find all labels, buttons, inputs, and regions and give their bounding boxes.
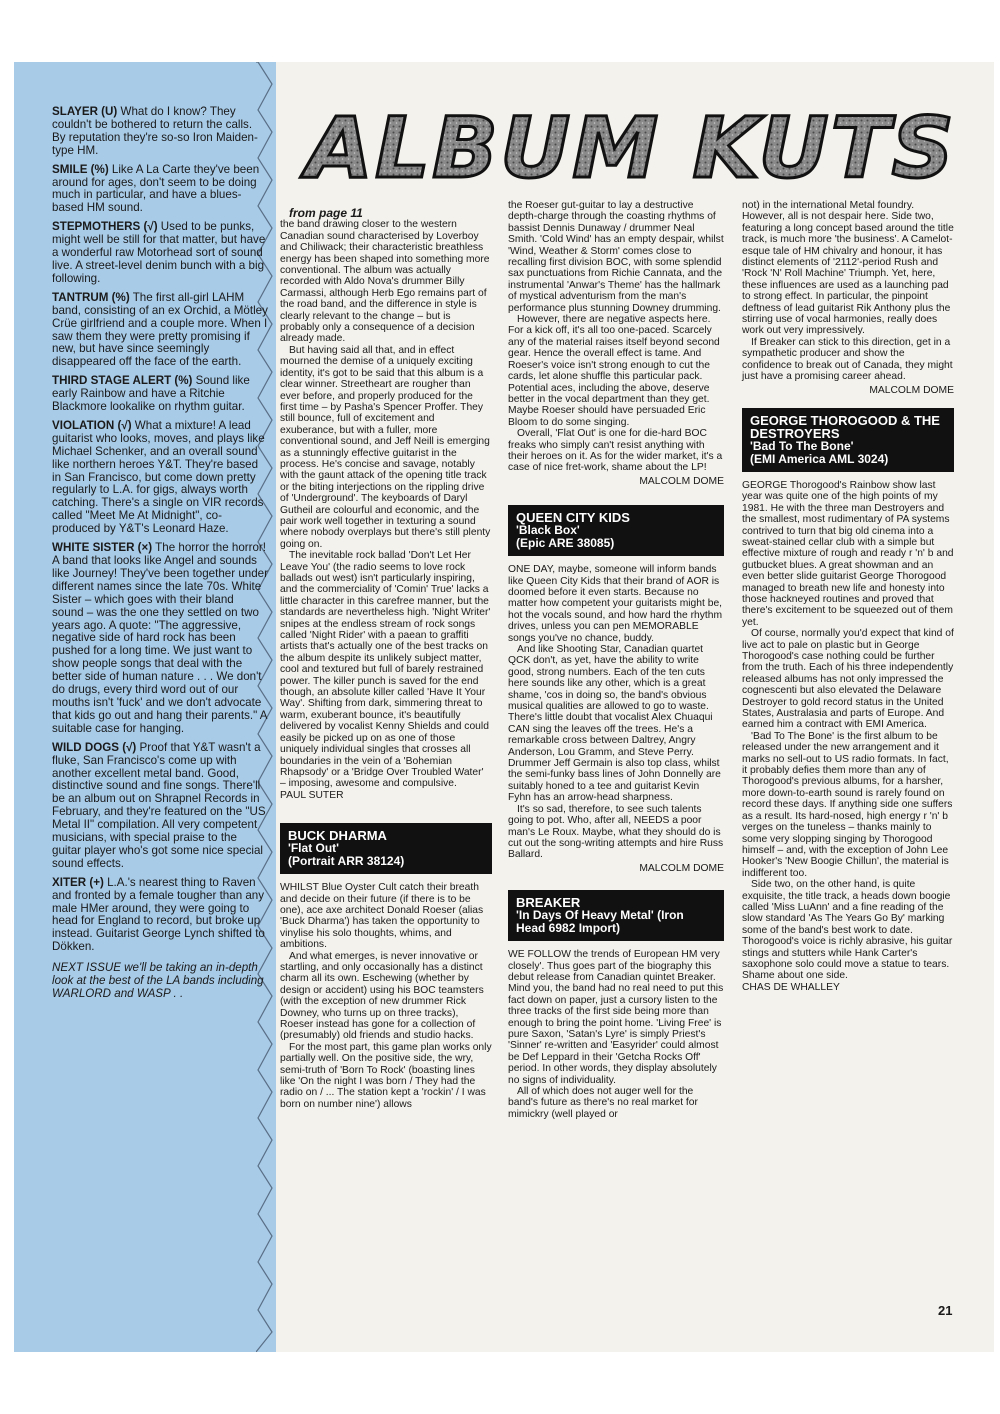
paragraph: GEORGE Thorogood's Rainbow show last year was quite one of the high points of my 1981. He with the three man Destroyers and the smallest, most rudimentary of PA systems contrived to turn that big old cinema into a sweat-stained cellar club with a simple but effective mixture of rough and ready r 'n' b and gutbucket blues. A great showman and an even better slide guitarist George Thorogood managed to breath new life and honesty into those hackneyed routines and proved that there's excitement to be squeezed out of them yet. <box>742 479 954 628</box>
sidebar-entry: WHITE SISTER (×) The horror the horror! A band that looks like Angel and sounds like Journey! They've been together under different names since the late 70s. White Sister – which goes with their bland sound – was the one they settled on two years ago. A quote: "The aggressive, negative side of hard rock has been pushed for a long time. We just want to show people songs that deal with the better side of human nature . . . We don't do drugs, every third word out of our mouths isn't 'fuck' and we don't advocate that kids go out and hang their parents." A suitable case for hanging. <box>52 541 268 735</box>
album-title: 'Black Box' <box>516 523 580 538</box>
artist-name: BUCK DHARMA <box>288 828 387 844</box>
paragraph: Overall, 'Flat Out' is one for die-hard BOC freaks who simply can't resist anything with their heroes on it. As for the wider market, it's a case of nice fret-work, shame about the LP! <box>508 428 723 474</box>
paragraph: It's so sad, therefore, to see such talents going to pot. Who, after all, NEEDS a poor man's Le Roux. Maybe, what they should do is cut out the song-writing attempts and hire Russ Ballard. <box>508 803 724 861</box>
album-title: 'Flat Out' <box>288 841 340 856</box>
paragraph: And what emerges, is never innovative or startling, and only occasionally has a distinct charm all its own. Eschewing (whether by design or accident) using his BOC teamsters (with the exception of new drummer Rick Downey, who turns up on three tracks), Roeser instead has gone for a collection of (presumably) old friends and studio hacks. <box>280 950 484 1042</box>
catalogue-number: Head 6982 Import) <box>516 921 621 936</box>
byline: MALCOLM DOME <box>639 475 724 487</box>
paragraph: However, there are negative aspects here. For a kick off, it's all too one-paced. Scarcely any of the material raises itself beyond second gear. Hence the overall effect is tame. And Roeser's voice isn't strong enough to cut the cards, let alone shuffle this particular pack. Potential aces, including the above, deserve better in the vocal department than they get. Maybe Roeser should have persuaded Eric Bloom to do some singing. <box>508 314 720 428</box>
review-header <box>508 890 724 941</box>
sidebar-entry: XITER (+) L.A.'s nearest thing to Raven and fronted by a female tougher than any male HMer around, they were going to head for England to record, but broke up instead. Guitarist George Lynch shifted to Dökken. <box>52 875 265 954</box>
paragraph: Of course, normally you'd expect that kind of live act to pale on plastic but in George Thorogood's case nothing could be further from the truth. Each of his three independently released albums has not only impressed the cognescenti but also elevated the Delaware Destroyer to gold record status in the United States, Australasia and parts of Europe. And earned him a contract with EMI America. <box>742 628 954 731</box>
paragraph: WHILST Blue Oyster Cult catch their breath and decide on their future (if there is to be one), ace axe architect Donald Roeser (alias 'Buck Dharma') has taken the opportunity to vinylise his solo thoughts, whims, and ambitions. <box>280 882 484 951</box>
album-kuts-title <box>296 95 966 195</box>
artist-name: QUEEN CITY KIDS <box>516 510 630 526</box>
sidebar-entry: SLAYER (U) What do I know? They couldn't be bothered to return the calls. By reputation they're so-so Iron Maiden-type HM. <box>52 105 258 157</box>
review-header <box>508 505 724 556</box>
paragraph: ONE DAY, maybe, someone will inform bands like Queen City Kids that their brand of AOR is doomed before it even starts. Because no matter how competent your guitarists might be, hot the vocals sound, and how hard the rhythm drives, unless you can pen MEMORABLE songs you've no chance, buddy. <box>508 564 723 644</box>
sidebar-entry: TANTRUM (%) The first all-girl LAHM band, consisting of an ex Orchid, a Mötley Crüe girlfriend and a couple more. When I saw them they were pretty promising if new, but have since seemingly disappeared off the face of the earth. <box>52 290 268 369</box>
paragraph: If Breaker can stick to this direction, get in a sympathetic producer and show the confidence to break out of Canada, they might just have a promising career ahead. <box>742 336 953 383</box>
paragraph: All of which does not auger well for the band's future as there's no real market for mimickry (well played or <box>508 1086 698 1120</box>
paragraph: 'Bad To The Bone' is the first album to be released under the new arrangement and it marks no sell-out to US radio formats. In fact, it probably defies them more than any of Thorogood's previous albums, for a harsher, more down-to-earth sound is rarely found on record these days. If anything side one suffers as a result. Its hard-nosed, high energy r 'n' b verges on the tuneless – thanks mainly to some very slopping singing by Thorogood himself – and, with the exception of John Lee Hooker's 'New Boogie Chillun', the material is indifferent too. <box>742 730 953 879</box>
paragraph: And like Shooting Star, Canadian quartet QCK don't, as yet, have the ability to write good, strong numbers. Each of the ten cuts here sounds like any other, which is a great shame, 'cos in doing so, the band's obvious musical qualities are allowed to go to waste. There's little doubt that vocalist Alex Chuaqui CAN sing the leaves off the trees. He's a remarkable cross between Daltrey, Angry Anderson, Lou Gramm, and Steve Perry. Drummer Jeff Germain is also top class, whilst the semi-funky bass lines of John Donnelly are suitably honed to a tee and guitarist Kevin Fyhn has an arrow-head sharpness. <box>508 644 721 804</box>
catalogue-number: (Portrait ARR 38124) <box>288 854 405 869</box>
column-1 <box>280 208 492 1110</box>
page-number: 21 <box>938 1303 953 1318</box>
sidebar-entry: VIOLATION (√) What a mixture! A lead guitarist who looks, moves, and plays like Michael Schenker, and an overall sound like northern heroes Y&T. They're based in San Francisco, but come down pretty regularly to L.A. for gigs, always worth catching. There's a single on VIR records called "Meet Me At Midnight", co-produced by Y&T's Leonard Haze. <box>52 418 265 536</box>
next-issue-note: NEXT ISSUE we'll be taking an in-depth look at the best of the LA bands including WARLORD and WASP . . <box>52 961 264 1000</box>
sidebar-entry: THIRD STAGE ALERT (%) Sound like early Rainbow and have a Ritchie Blackmore lookalike on rhythm guitar. <box>52 374 250 414</box>
column-3 <box>742 200 954 993</box>
paragraph: The inevitable rock ballad 'Don't Let Her Leave You' (the radio seems to love rock ballads out west) isn't particularly inspiring, and the commerciality of 'Comin' True' lacks a little character in this carefree manner, but the standards are nevertheless high. 'Night Writer' snipes at the endless stream of rock songs called 'Night Rider' with a paean to graffiti artists that's actually one of the best tracks on the album despite its unlikely subject matter, cool and textured but full of barely restrained power. The killer punch is saved for the end though, an absolute killer called 'Have It Your Way'. Shifting from dark, simmering threat to warm, exuberant bounce, it's beautifully delivered by vocalist Kenny Shields and could easily be picked up on as one of those uniquely individual singles that crosses all boundaries in the vein of a 'Bohemian Rhapsody' or a 'Bridge Over Troubled Water' – imposing, awesome and compulsive. <box>280 550 491 790</box>
artist-name: GEORGE THOROGOOD & THE <box>750 412 940 428</box>
byline: PAUL SUTER <box>280 789 344 801</box>
catalogue-number: (Epic ARE 38085) <box>516 536 615 551</box>
paragraph: WE FOLLOW the trends of European HM very closely'. Thus goes part of the biography this debut release from Canadian quintet Breaker. Mind you, the band had no real need to put this fact down on paper, just a cursory listen to the three tracks of the first side being more than enough to bring the point home. 'Living Free' is pure Saxon, 'Satan's Lyre' is simply Priest's 'Sinner' re-written and 'Easyrider' could almost be Def Leppard in their 'Getcha Rocks Off' period. In other words, they display absolutely no signs of individuality. <box>508 949 724 1086</box>
paragraph: Side two, on the other hand, is quite exquisite, the title track, a heads down boogie called 'Miss LuAnn' and a fine reading of the slow standard 'As The Years Go By' marking some of the band's best work to date. Thorogood's voice is richly abrasive, his guitar stings and stutters while Hank Carter's saxophone solo could move a statue to tears. Shame about one side. <box>742 879 953 982</box>
artist-name: BREAKER <box>516 895 581 911</box>
sidebar-entry: STEPMOTHERS (√) Used to be punks, might well be still for that matter, but have a wonderful raw Motorhead sort of sound live. A street-level denim bunch with a big following. <box>52 220 266 285</box>
paragraph: But having said all that, and in effect mourned the demise of a uniquely exciting identity, it's got to be said that this album is a clear winner. Streetheart are rougher than ever before, and properly produced for the first time – by Pasha's Spencer Proffer. They still bounce, full of excitement and exuberance, but with a fuller, more conventional sound, and Jeff Neill is emerging as a stunningly effective guitarist in the process. He's concise and savage, notably with the gaunt attack of the opening title track or the biting interjections on the rippling drive of 'Underground'. The keyboards of Daryl Gutheil are colourful and economic, and the pair work well together in texturing a sound where nobody overplays but there's still plenty going on. <box>280 344 491 550</box>
sidebar-article <box>52 106 268 1007</box>
sidebar-entry: SMILE (%) Like A La Carte they've been around for ages, don't seem to be doing much in particular, and have a blues-based HM sound. <box>52 162 260 215</box>
review-header <box>742 408 954 472</box>
paragraph: the band drawing closer to the western Canadian sound characterised by Loverboy and Chiliwack; their characteristic breathless energy has been shaped into something more conventional. The album was actually recorded with Aldo Nova's drummer Billy Carmassi, although Herb Ego remains part of the road band, and the difference in style is clearly relevant to the change – but is probably only a consequence of a decision already made. <box>280 219 490 345</box>
column-2 <box>508 200 724 1120</box>
artist-name-cont: DESTROYERS <box>750 425 840 441</box>
byline: MALCOLM DOME <box>869 384 954 396</box>
byline: CHAS DE WHALLEY <box>742 981 840 993</box>
paragraph: For the most part, this game plan works only partially well. On the positive side, the wry, semi-truth of 'Born To Rock' (boasting lines like 'On the night I was born / They had the radio on / ... The station kept a 'rockin' / I was born on number nine') allows <box>280 1041 492 1110</box>
album-title: 'In Days Of Heavy Metal' (Iron <box>516 908 684 923</box>
byline: MALCOLM DOME <box>639 862 724 874</box>
album-title: 'Bad To The Bone' <box>750 438 854 453</box>
svg-text:ALBUM KUTS: ALBUM KUTS <box>299 99 956 195</box>
sidebar-entry: WILD DOGS (√) Proof that Y&T wasn't a fluke, San Francisco's come up with another excellent metal band. Good, distinctive sound and fine songs. There'll be an album out on Shrapnel Records in February, and they're featured on the "US Metal II" compilation. All very competent musicians, with special praise to the guitar player who's got some nice special sound effects. <box>52 740 266 870</box>
paragraph: the Roeser gut-guitar to lay a destructive depth-charge through the coasting rhythms of bassist Dennis Dunaway / drummer Neal Smith. 'Cold Wind' has an empty despair, whilst 'Wind, Weather & Storm' comes close to recalling first division BOC, with some splendid sax punctuations from Richie Cannata, and the instrumental 'Anwar's Theme' has the hallmark of mystical adventurism from the man's performance plus stunning Downey drumming. <box>508 200 724 314</box>
review-header <box>280 823 492 874</box>
paragraph: not) in the international Metal foundry. However, all is not despair here. Side two, featuring a long concept based around the title track, is much more 'the business'. A Camelot-esque tale of HM chivalry and honour, it has distinct elements of '2112'-period Rush and 'Rock 'N' Roll Machine' Triumph. Yet, here, these influences are used as a launching pad to strong effect. In particular, the pinpoint deftness of lead guitarist Rik Anthony plus the stirring use of vocal harmonies, really does work out very impressively. <box>742 200 954 337</box>
continued-from: from page 11 <box>289 206 363 220</box>
catalogue-number: (EMI America AML 3024) <box>750 451 889 466</box>
